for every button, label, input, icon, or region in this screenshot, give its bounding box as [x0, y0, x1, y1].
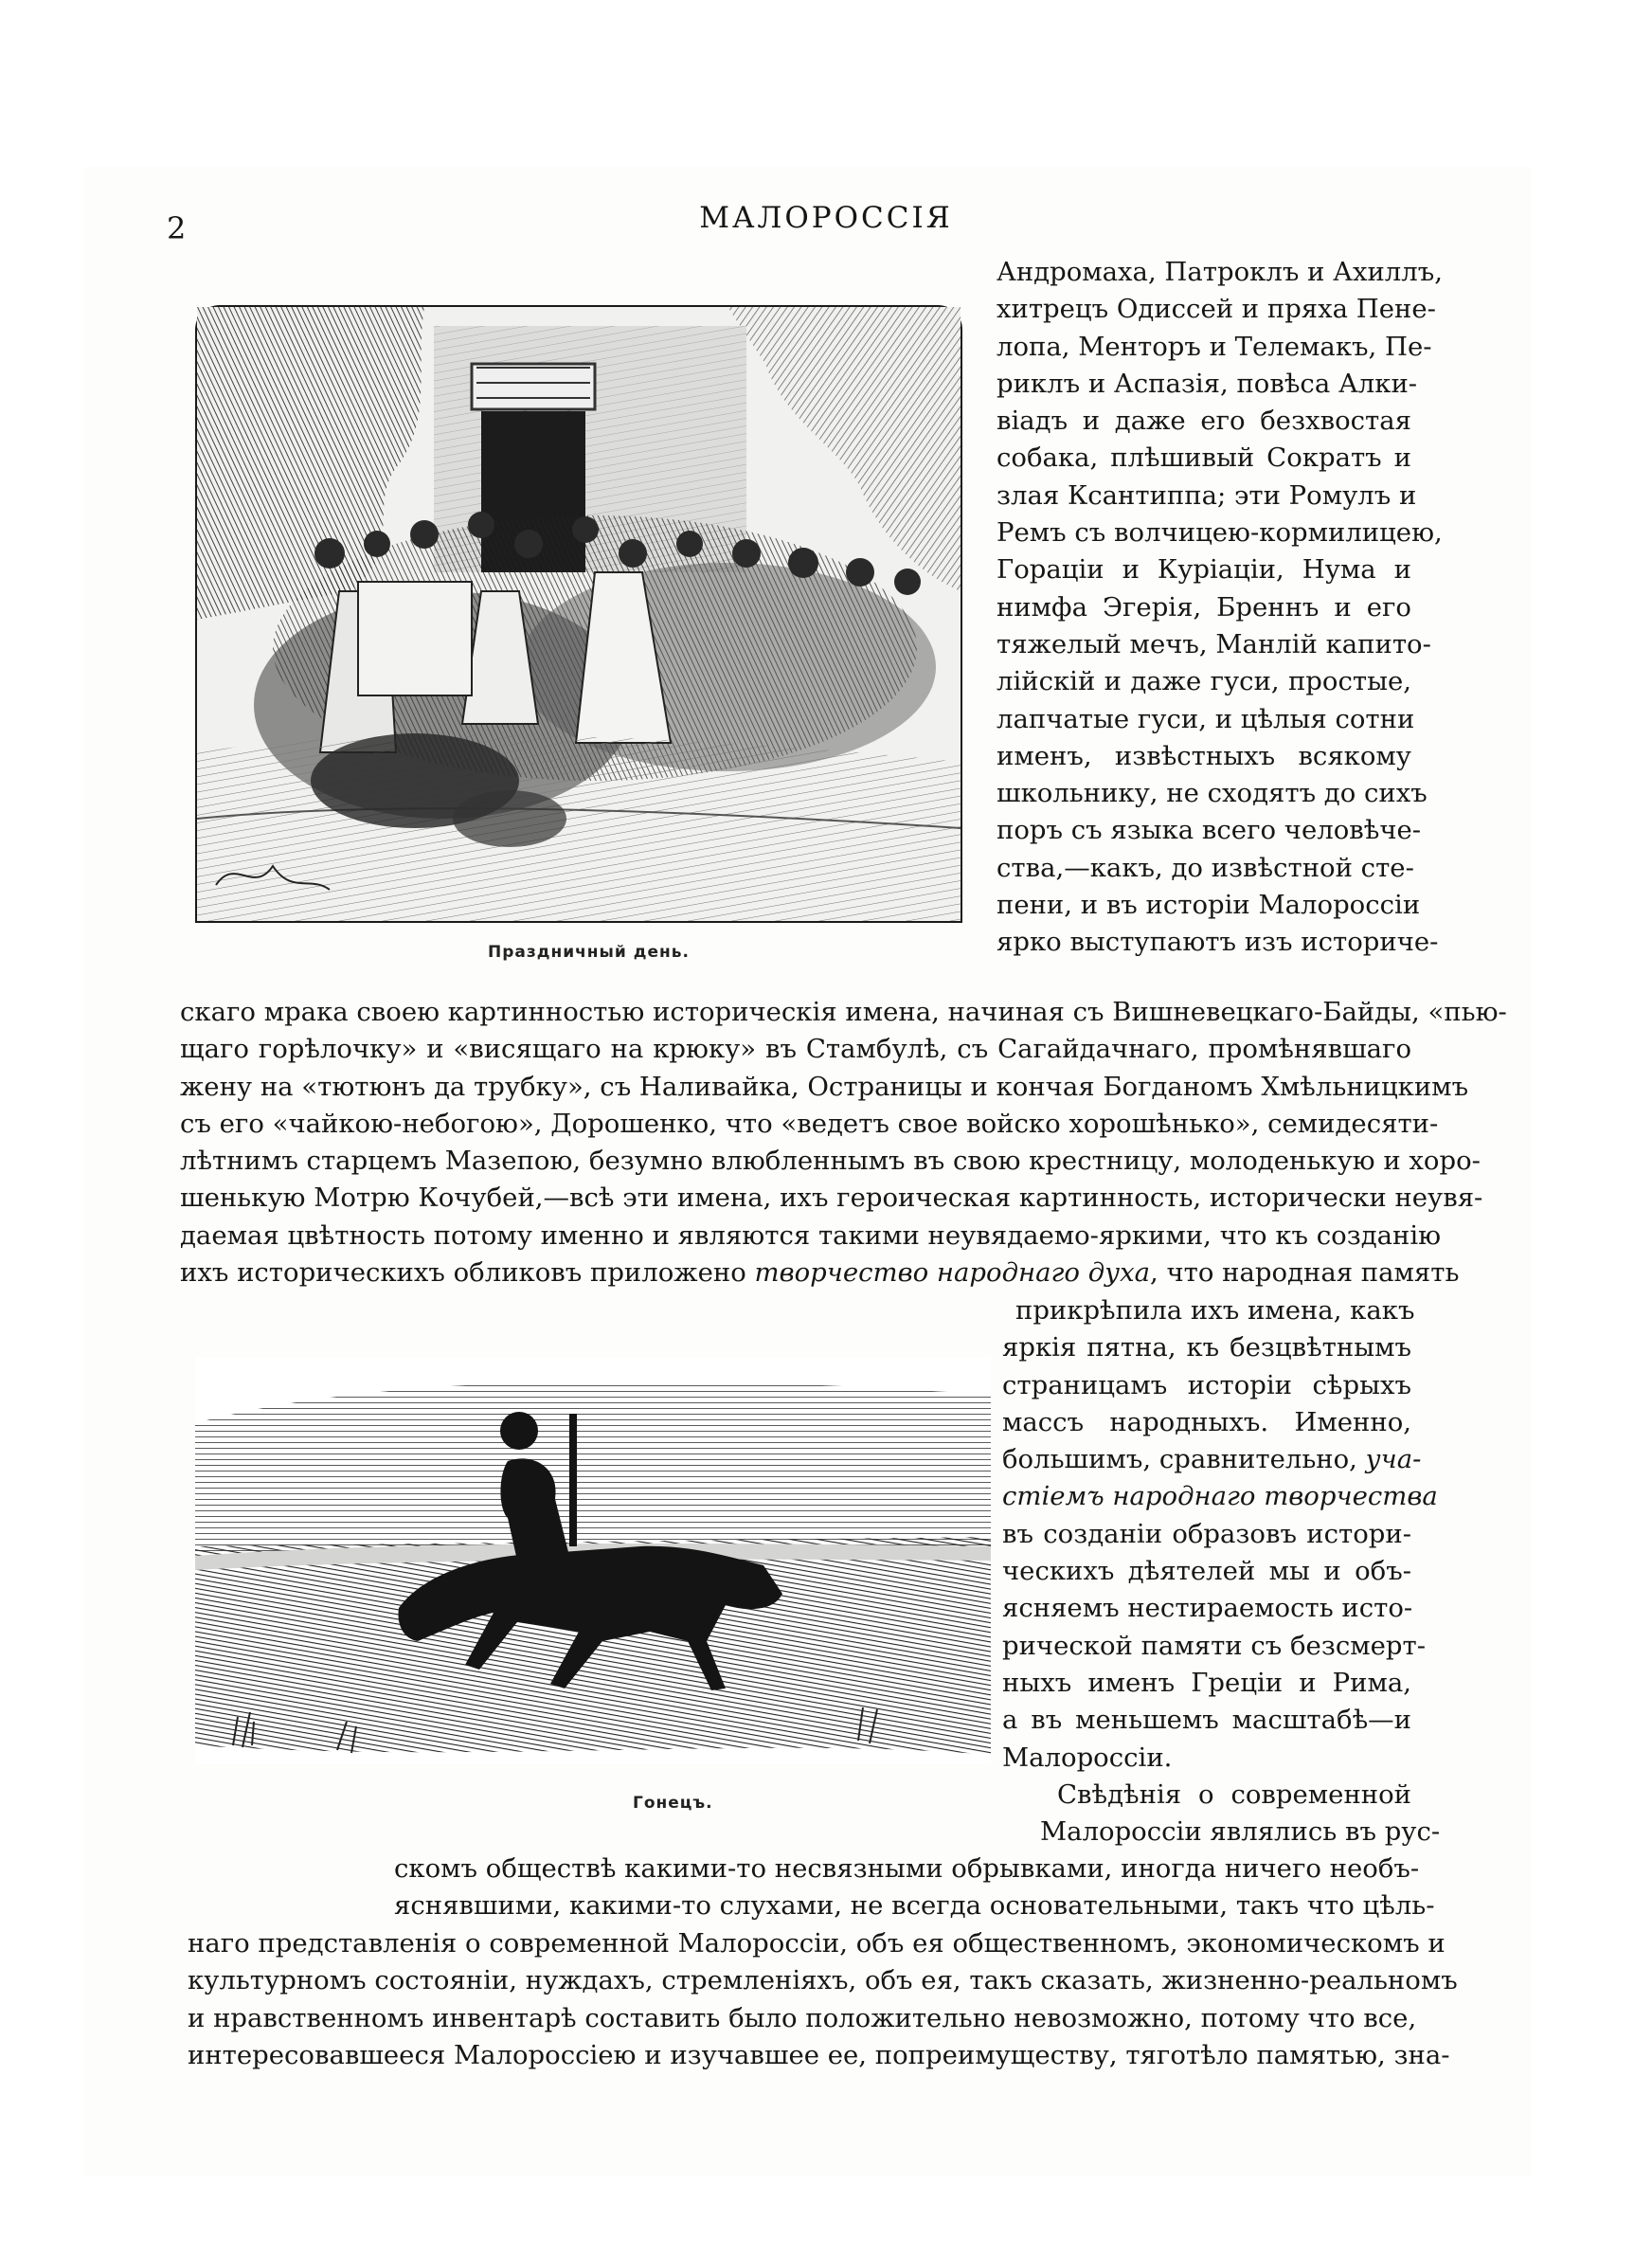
text-line: лѣтнимъ старцемъ Мазепою, безумно влюбленнымъ въ свою крестницу, молоденькую и хоро- — [180, 1146, 1481, 1177]
text-line: ясняемъ нестираемость исто- — [1002, 1593, 1413, 1624]
text-line: лапчатые гуси, и цѣлыя сотни — [997, 703, 1415, 734]
text-line: школьнику, не сходятъ до сихъ — [997, 778, 1428, 809]
caption-courier: Гонецъ. — [633, 1794, 713, 1813]
text-line: даемая цвѣтность потому именно и являются такими неувядаемо-яркими, что къ созданію — [180, 1219, 1442, 1251]
text-line: Малороссіи являлись въ рус- — [1040, 1816, 1441, 1848]
text-line: въ созданіи образовъ истори- — [1002, 1518, 1411, 1549]
running-title — [0, 201, 1652, 235]
figure-courier-illustration — [195, 1357, 991, 1764]
text-line: поръ съ языка всего человѣче- — [997, 815, 1422, 846]
text-line: риклъ и Аспазія, повѣса Алки- — [997, 368, 1418, 399]
emphasis-text: уча- — [1365, 1444, 1422, 1475]
text-line: рической памяти съ безсмерт- — [1002, 1630, 1426, 1661]
text-line: яркія пятна, къ безцвѣтнымъ — [1002, 1332, 1411, 1363]
text-line: а въ меньшемъ масштабѣ—и — [1002, 1705, 1411, 1736]
text-block-b — [180, 994, 1507, 1291]
text-line: щаго горѣлочку» и «висящаго на крюку» въ Стамбулѣ, съ Сагайдачнаго, промѣнявшаго — [180, 1034, 1411, 1065]
text-line: ныхъ именъ Греціи и Рима, — [1002, 1667, 1411, 1698]
courier-engraving — [195, 1357, 991, 1764]
text-line: пени, и въ исторіи Малороссіи — [997, 890, 1421, 921]
text-line: нимфа Эгерія, Бреннъ и его — [997, 591, 1411, 623]
text-line: собака, плѣшивый Сократъ и — [997, 442, 1411, 474]
text-block-d — [1002, 1777, 1441, 1851]
text-line: тяжелый мечъ, Манлій капито- — [997, 628, 1431, 659]
text-block-e — [394, 1851, 1435, 1925]
text-line: яснявшими, какими-то слухами, не всегда основательными, такъ что цѣль- — [394, 1890, 1435, 1922]
text-line: съ его «чайкою-небогою», Дорошенко, что «ведетъ свое войско хорошѣнько», семидесяти- — [180, 1108, 1439, 1139]
text-line: культурномъ состояніи, нуждахъ, стремленіяхъ, объ ея, такъ сказать, жизненно-реальномъ — [188, 1965, 1458, 1996]
text-block-a — [997, 254, 1443, 962]
text-line: лопа, Менторъ и Телемакъ, Пе- — [997, 331, 1432, 362]
text-line: страницамъ исторіи сѣрыхъ — [1002, 1369, 1411, 1400]
emphasis-text: творчество народнаго духа — [754, 1257, 1150, 1289]
figure-holiday-illustration — [195, 305, 962, 923]
holiday-engraving — [197, 307, 961, 921]
text-line — [1002, 1441, 1422, 1478]
text-line: шенькую Мотрю Кочубей,—всѣ эти имена, ихъ героическая картинность, исторически неувя- — [180, 1183, 1483, 1214]
text-span: ихъ историческихъ обликовъ приложено — [180, 1257, 755, 1289]
text-line: скаго мрака своею картинностью историческія имена, начиная съ Вишневецкаго-Байды, «пью- — [180, 997, 1507, 1027]
text-line: Ремъ съ волчицею-кормилицею, — [997, 517, 1443, 549]
text-block-f — [188, 1925, 1458, 2074]
text-line: именъ, извѣстныхъ всякому — [997, 740, 1411, 771]
text-line: интересовавшееся Малороссіею и изучавшее ее, попреимуществу, тяготѣло памятью, зна- — [188, 2039, 1450, 2070]
text-line: віадъ и даже его безхвостая — [997, 406, 1411, 437]
caption-holiday: Праздничный день. — [488, 943, 690, 962]
page-number: 2 — [167, 210, 187, 246]
text-line: жену на «тютюнъ да трубку», съ Наливайка, Остраницы и кончая Богданомъ Хмѣльницкимъ — [180, 1071, 1469, 1102]
text-line: ярко выступаютъ изъ историче- — [997, 927, 1439, 958]
text-line: Малороссіи. — [1002, 1742, 1173, 1773]
text-line: массъ народныхъ. Именно, — [1002, 1406, 1411, 1437]
text-block-c — [1002, 1292, 1438, 1777]
text-line — [180, 1255, 1460, 1291]
text-line: скомъ обществѣ какими-то несвязными обрывками, иногда ничего необъ- — [394, 1853, 1420, 1884]
text-span: , что народная память — [1150, 1257, 1460, 1289]
running-title-text: МАЛОРОССІЯ — [699, 201, 953, 235]
emphasis-text: стіемъ народнаго творчества — [1002, 1481, 1438, 1512]
text-line: и нравственномъ инвентарѣ составить было положительно невозможно, потому что все, — [188, 2002, 1417, 2033]
text-line: ческихъ дѣятелей мы и объ- — [1002, 1556, 1411, 1587]
text-line: Андромаха, Патроклъ и Ахиллъ, — [997, 257, 1443, 287]
text-line: Гораціи и Куріаціи, Нума и — [997, 554, 1411, 586]
text-line: злая Ксантиппа; эти Ромулъ и — [997, 479, 1417, 511]
text-span: большимъ, сравнительно, — [1002, 1444, 1366, 1475]
text-line: хитрецъ Одиссей и пряха Пене- — [997, 294, 1436, 325]
text-line: ства,—какъ, до извѣстной сте- — [997, 852, 1414, 883]
text-line: наго представленія о современной Малороссіи, объ ея общественномъ, экономическомъ и — [188, 1928, 1446, 1959]
text-line: лійскій и даже гуси, простые, — [997, 666, 1411, 697]
text-line: прикрѣпила ихъ имена, какъ — [1015, 1295, 1415, 1326]
text-line: Свѣдѣнія о современной — [1057, 1779, 1411, 1810]
